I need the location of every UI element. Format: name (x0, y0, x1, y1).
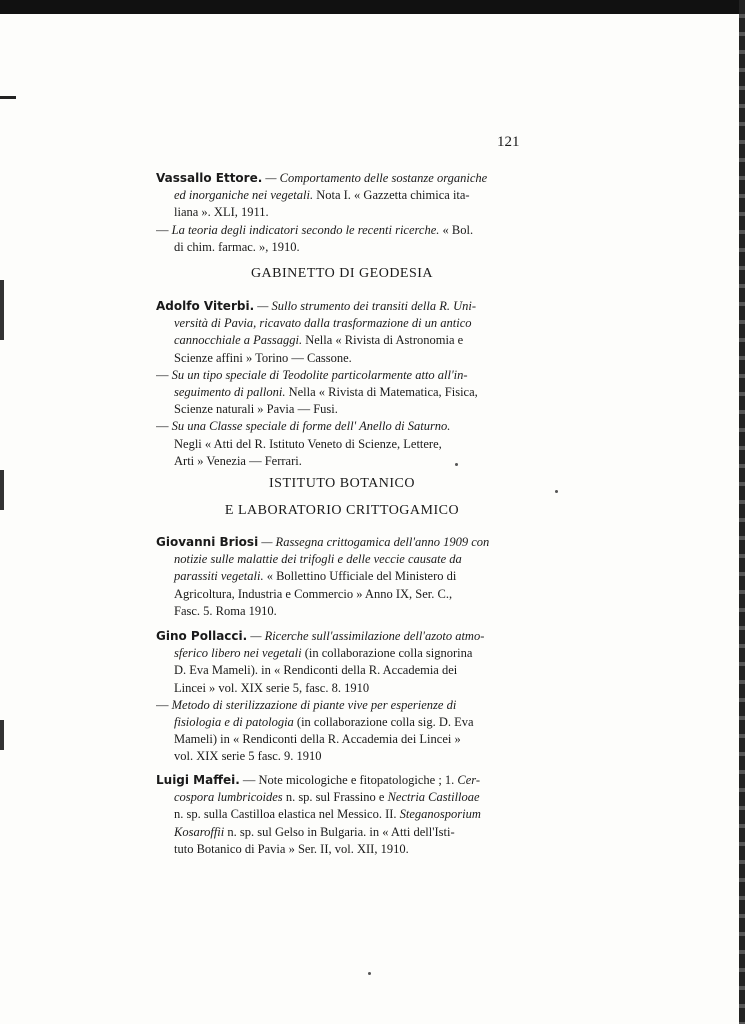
entry-text: n. sp. sul Frassino e (282, 790, 388, 805)
scan-left-mark (0, 720, 4, 750)
entry-text: Cer- (457, 773, 481, 787)
entry-text: n. sp. sulla Castilloa elastica nel Messico. II. (174, 807, 400, 822)
entry-text: « Bollettino Ufficiale del Ministero di (263, 569, 457, 584)
scan-top-border (0, 0, 745, 14)
entry-dash: — (156, 222, 172, 237)
entry-text: notizie sulle malattie dei trifogli e delle veccie causate da (174, 552, 462, 567)
entry-vassallo (156, 170, 528, 256)
entry-text: di chim. farmac. », 1910. (174, 239, 300, 254)
entry-text: ed inorganiche nei vegetali. (174, 188, 314, 203)
scan-speck (555, 490, 558, 493)
entry-text: D. Eva Mameli). in « Rendiconti della R. Accademia dei (174, 663, 458, 678)
author-name: Gino Pollacci. (156, 629, 248, 643)
entry-text: Su un tipo speciale di Teodolite particolarmente atto all'in- (171, 367, 468, 382)
entry-dash: — (156, 419, 172, 434)
author-name: Giovanni Briosi (156, 535, 259, 549)
section-heading: ISTITUTO BOTANICO (269, 476, 415, 491)
entry-text: Fasc. 5. Roma 1910. (174, 603, 277, 618)
section-heading: GABINETTO DI GEODESIA (250, 266, 434, 281)
entry-pollacci (156, 628, 528, 766)
entry-text: — Comportamento delle sostanze organiche (262, 171, 488, 185)
entry-text: sferico libero nei vegetali (174, 646, 302, 661)
entry-text: Negli « Atti del R. Istituto Veneto di Scienze, Lettere, (174, 436, 442, 451)
author-name: Luigi Maffei. (156, 773, 240, 787)
entry-briosi (156, 534, 528, 620)
entry-text: versità di Pavia, ricavato dalla trasformazione di un antico (174, 316, 472, 331)
entry-text: tuto Botanico di Pavia » Ser. II, vol. XII, 1910. (174, 841, 409, 856)
entry-text: Nella « Rivista di Matematica, Fisica, (285, 385, 478, 400)
scan-speck (368, 972, 371, 975)
entry-text: Agricoltura, Industria e Commercio » Anno IX, Ser. C., (174, 586, 453, 601)
entry-text: — Note micologiche e fitopatologiche ; 1. (239, 773, 458, 787)
scan-left-tick (0, 96, 16, 99)
entry-text: Scienze naturali » Pavia — Fusi. (174, 402, 338, 417)
entry-text: (in collaborazione colla signorina (301, 646, 473, 661)
entry-text: Steganosporium (399, 807, 481, 822)
entry-text: Nota I. « Gazzetta chimica ita- (313, 188, 470, 203)
entry-text: Su una Classe speciale di forme dell' Anello di Saturno. (171, 419, 451, 434)
entry-text: — Ricerche sull'assimilazione dell'azoto atmo- (247, 629, 485, 643)
scan-left-mark (0, 280, 4, 340)
entry-text: cannocchiale a Passaggi. (174, 333, 303, 348)
entry-text: « Bol. (439, 222, 474, 237)
entry-viterbi (156, 298, 528, 470)
entry-text: Nella « Rivista di Astronomia e (302, 333, 464, 348)
entry-text: — Rassegna crittogamica dell'anno 1909 con (258, 535, 490, 549)
page-number: 121 (497, 134, 520, 150)
section-heading: E LABORATORIO CRITTOGAMICO (224, 503, 460, 518)
entry-dash: — (156, 697, 172, 712)
author-name: Vassallo Ettore. (156, 171, 263, 185)
entry-text: cospora lumbricoides (174, 790, 283, 805)
entry-text: Mameli) in « Rendiconti della R. Accademia dei Lincei » (174, 732, 461, 747)
entry-text: seguimento di palloni. (174, 385, 286, 400)
entry-text: parassiti vegetali. (174, 569, 264, 584)
entry-text: liana ». XLI, 1911. (174, 205, 269, 220)
entry-text: Metodo di sterilizzazione di piante vive per esperienze di (171, 697, 457, 712)
entry-text: n. sp. sul Gelso in Bulgaria. in « Atti dell'Isti- (224, 824, 455, 839)
entry-text: Arti » Venezia — Ferrari. (174, 453, 302, 468)
entry-text: — Sullo strumento dei transiti della R. Uni- (254, 299, 476, 313)
entry-text: Scienze affini » Torino — Cassone. (174, 350, 352, 365)
scan-right-border (739, 0, 745, 1024)
entry-dash: — (156, 367, 172, 382)
entry-text: vol. XIX serie 5 fasc. 9. 1910 (174, 749, 322, 764)
entry-text: (in collaborazione colla sig. D. Eva (293, 715, 474, 730)
entry-text: Kosaroffii (174, 824, 225, 839)
entry-text: fisiologia e di patologia (174, 715, 294, 730)
entry-text: La teoria degli indicatori secondo le recenti ricerche. (171, 222, 440, 237)
entry-maffei (156, 772, 528, 858)
entry-text: Nectria Castilloae (387, 790, 480, 805)
author-name: Adolfo Viterbi. (156, 299, 255, 313)
entry-text: Lincei » vol. XIX serie 5, fasc. 8. 1910 (174, 680, 370, 695)
scan-left-mark (0, 470, 4, 510)
